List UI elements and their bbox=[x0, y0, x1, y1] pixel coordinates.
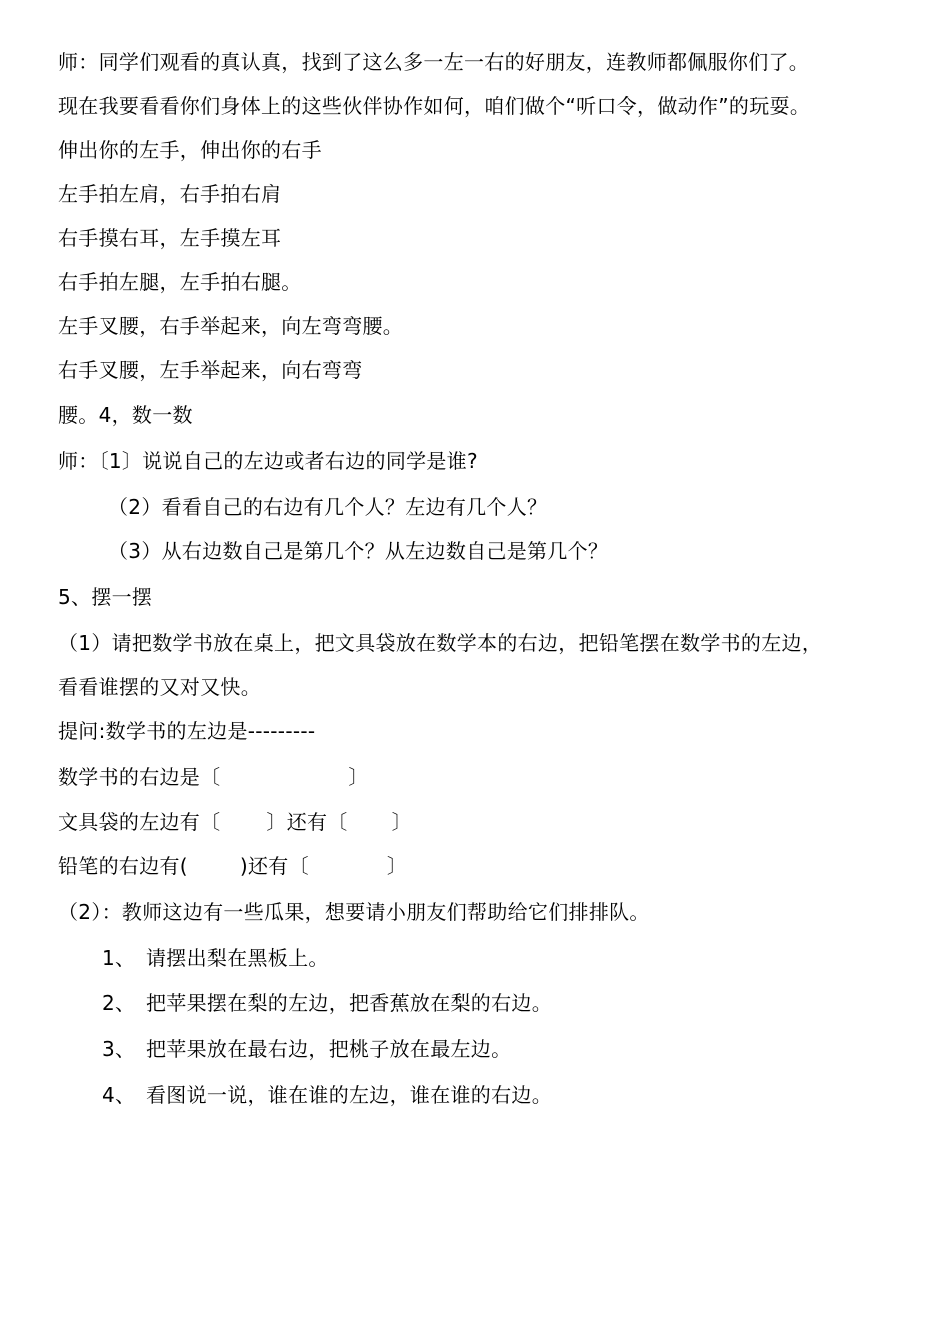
fill-blank-suffix: 〕 bbox=[348, 765, 369, 789]
fill-blank-middle: )还有〔 bbox=[239, 854, 309, 878]
list-item-number: 1、 bbox=[102, 946, 136, 970]
paragraph-question-2: （2）看看自己的右边有几个人？左边有几个人？ bbox=[108, 495, 548, 519]
fill-blank-row-1 bbox=[58, 763, 369, 791]
fill-blank-row-2 bbox=[58, 808, 412, 836]
fill-blank-prefix: 铅笔的右边有( bbox=[58, 854, 188, 878]
paragraph-command-1: 伸出你的左手，伸出你的右手 bbox=[58, 138, 322, 162]
fill-blank-suffix: 〕 bbox=[386, 854, 408, 878]
paragraph-fruit-intro: （2）：教师这边有一些瓜果，想要请小朋友们帮助给它们排排队。 bbox=[58, 900, 650, 924]
paragraph-section-4: 腰。4，数一数 bbox=[58, 403, 193, 427]
paragraph-command-4: 右手拍左腿，左手拍右腿。 bbox=[58, 270, 302, 294]
paragraph-command-6: 右手叉腰，左手举起来，向右弯弯 bbox=[58, 358, 363, 382]
fill-blank-row-3 bbox=[58, 852, 407, 880]
fill-blank-prefix: 数学书的右边是〔 bbox=[58, 765, 221, 789]
list-item-text: 把苹果放在最右边，把桃子放在最左边。 bbox=[146, 1037, 512, 1061]
section-heading-5: 5、摆一摆 bbox=[58, 585, 153, 609]
list-item bbox=[102, 944, 329, 972]
paragraph-command-5: 左手叉腰，右手举起来，向左弯弯腰。 bbox=[58, 314, 404, 338]
paragraph-question-3: （3）从右边数自己是第几个？从左边数自己是第几个？ bbox=[108, 539, 609, 563]
fill-blank-middle: 〕还有〔 bbox=[266, 810, 348, 834]
list-item bbox=[102, 1081, 552, 1109]
paragraph-question-left: 提问:数学书的左边是--------- bbox=[58, 719, 316, 743]
fill-blank-suffix: 〕 bbox=[391, 810, 412, 834]
paragraph-game-intro: 现在我要看看你们身体上的这些伙伴协作如何，咱们做个“听口令，做动作”的玩耍。 bbox=[58, 94, 811, 118]
list-item bbox=[102, 989, 552, 1017]
list-item bbox=[102, 1035, 511, 1063]
list-item-text: 把苹果摆在梨的左边，把香蕉放在梨的右边。 bbox=[146, 991, 552, 1015]
list-item-number: 3、 bbox=[102, 1037, 136, 1061]
paragraph-command-2: 左手拍左肩，右手拍右肩 bbox=[58, 182, 282, 206]
paragraph-task-1: （1）请把数学书放在桌上，把文具袋放在数学本的右边，把铅笔摆在数学书的左边， bbox=[58, 631, 823, 655]
paragraph-command-3: 右手摸右耳，左手摸左耳 bbox=[58, 226, 282, 250]
paragraph-question-1: 师：〔1〕说说自己的左边或者右边的同学是谁? bbox=[58, 449, 478, 473]
list-item-number: 4、 bbox=[102, 1083, 136, 1107]
paragraph-teacher-praise: 师：同学们观看的真认真，找到了这么多一左一右的好朋友，连教师都佩服你们了。 bbox=[58, 50, 810, 74]
list-item-number: 2、 bbox=[102, 991, 136, 1015]
list-item-text: 请摆出梨在黑板上。 bbox=[146, 946, 329, 970]
paragraph-task-1-cont: 看看谁摆的又对又快。 bbox=[58, 675, 261, 699]
fill-blank-prefix: 文具袋的左边有〔 bbox=[58, 810, 221, 834]
list-item-text: 看图说一说，谁在谁的左边，谁在谁的右边。 bbox=[146, 1083, 552, 1107]
